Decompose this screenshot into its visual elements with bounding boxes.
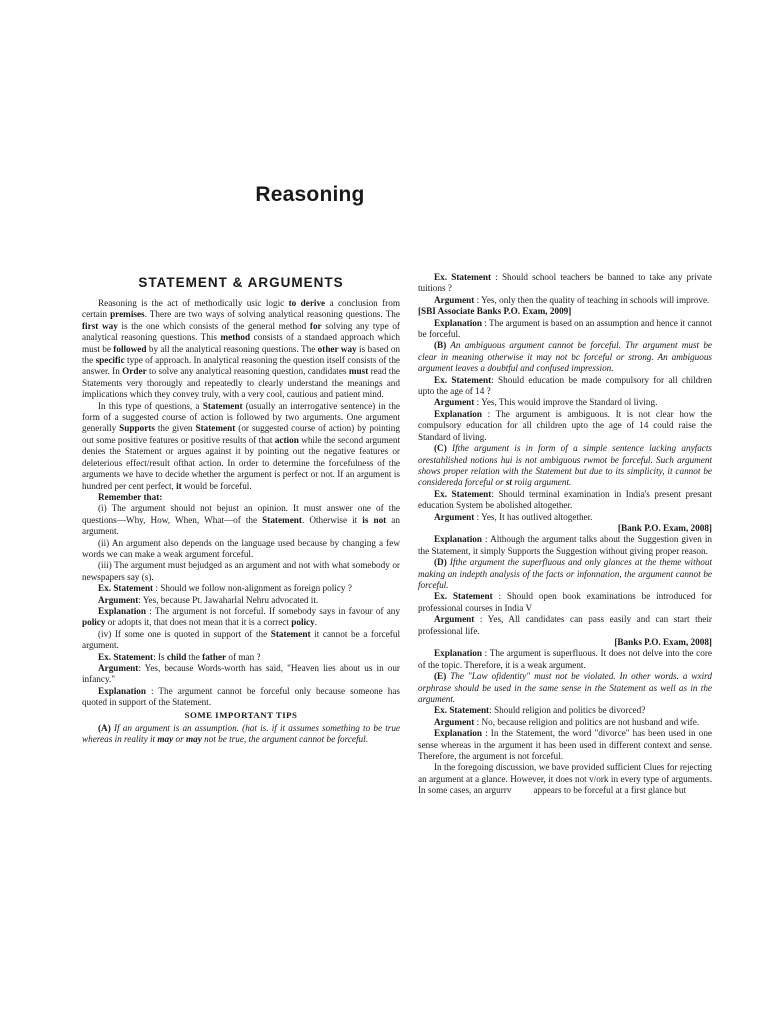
example-statement-4: Ex. Statement: Should education be made compulsory for all children upto the age of 14 ? (418, 374, 713, 397)
tip-b: (B) An ambiguous argument cannot be forceful. Thr argument must be clear in meaning otherwise it may not bc forceful or strong. An ambiguous argument leaves a doubtful and confused impression. (418, 340, 712, 374)
tip-c: (C) Ifthe argument is in form of a simple sentence lacking anyfacts orestahlished notions hui is not ambiguous rwmot be forceful. Such argument shows proper relation with the Statement but due to its simplicity, it cannot be considereda forceful or st roiig argument. (418, 443, 712, 488)
example-argument-1: Argument: Yes, because Pt. Jawaharlal Nehru advocated it. (98, 594, 319, 605)
source-citation-3: [Banks P.O. Exam, 2008] (614, 637, 712, 647)
example-statement-2: Ex. Statement: Is child the father of man ? (98, 651, 261, 662)
example-statement-6: Ex. Statement : Should open book examinations be introduced for professional courses in India V (418, 591, 712, 613)
source-citation-2: [Bank P.O. Exam, 2008] (617, 522, 712, 533)
example-statement-7: Ex. Statement: Should religion and politics be divorced? (434, 705, 646, 716)
example-argument-3: Argument : Yes, only then the quality of teaching in schools will improve. (434, 294, 710, 305)
example-statement-1: Ex. Statement : Should we follow non-alignment as foreign policy ? (98, 583, 352, 594)
closing-paragraph (418, 762, 712, 796)
example-explanation-7: Explanation : In the Statement, the word "divorce" has been used in one sense whereas in the argument it has been used in different context and sense. Therefore, the argument is not forceful. (418, 728, 712, 762)
section-title: STATEMENT & ARGUMENTS (138, 275, 344, 290)
rule-2: (ii) An argument also depends on the language used because by changing a few words we can make a weak argument forceful. (82, 537, 400, 559)
tip-a: (A) If an argument is an assumption. (hat is. if it assumes something to be true whereas in reality it may or may not be true, the argument cannot be forceful. (82, 723, 400, 745)
example-explanation-3: Explanation : The argument is based on an assumption and hence it cannot be forceful. (418, 317, 712, 340)
left-column (82, 272, 400, 746)
closing-text-b: appears to be forceful at a first glance but (533, 785, 687, 796)
example-argument-6: Argument : Yes, All candidates can pass easily and can start their professional life. (418, 614, 712, 636)
example-explanation-1: Explanation : The argument is not forceful. If somebody says in favour of any policy or adopts it, that does not mean that it is a correct policy. (82, 605, 400, 628)
source-citation-1: [SBI Associate Banks P.O. Exam, 2009] (418, 306, 572, 317)
example-argument-7: Argument : No, because religion and politics are not husband and wife. (434, 716, 700, 727)
rule-3: (iii) The argument must bejudged as an argument and not with what somebody or newspapers say (s). (82, 560, 400, 582)
example-argument-4: Argument : Yes, This would improve the Standard ol living. (434, 397, 658, 408)
example-explanation-5: Explanation : Although the argument talks about the Suggestion given in the Statement, it simply Supports the Suggestion without giving proper reason. (418, 534, 712, 556)
example-statement-3: Ex. Statement : Should school teachers be banned to take any private tuitions ? (418, 272, 712, 294)
example-argument-5: Argument : Yes, It has outlived altogether. (434, 511, 593, 522)
intro-paragraph: Reasoning is the act of methodically usic logic to derive a conclusion from certain premises. There are two ways of solving analytical reasoning questions. The first way is the one which consists of the general method for solving any type of analytical reasoning questions. This method consists of a standaed approach which must be followed by all the analytical reasoning questions. The other way is based on the specific type of approach. In analytical reasoning the question itself consists of the answer. In Order to solve any analytical reasoning question, candidates must read the Statements very thorougly and repeatedly to clearly understand the meanings and implications which they convey truly, with a very cool, cautious and patient mind. (82, 298, 401, 400)
remember-heading: Remember that: (98, 491, 163, 502)
tip-d: (D) Ifthe argument the superfluous and only glances at the theme without making an indepth analysis of the facts or infonnation, the argument cannot be forceful. (418, 557, 712, 590)
rule-4: (iv) If some one is quoted in support of the Statement it cannot be a forceful argument. (82, 628, 400, 651)
example-explanation-4: Explanation : The argument is ambiguous. It is not clear how the compulsory education for all children upto the age of 14 could raise the Standard of living. (418, 408, 712, 442)
tips-heading: SOME IMPORTANT TIPS (184, 709, 298, 720)
closing-text-a: In the foregoing discussion, we bave provided sufficient Clues for rejecting an argument at a glance. However, it does not v/ork in every type of arguments. In some cases, an argurrv (418, 762, 712, 796)
example-explanation-2: Explanation : The argument cannot be forceful only because someone has quoted in support of the Statement. (82, 685, 400, 708)
statement-paragraph: In this type of questions, a Statement (usually an interrogative sentence) in the form of a suggested course of action is followed by two arguments. One argument generally Supports the given Statement (or suggested course of action) by pointing out some positive features or positive results of that action while the second argument denies the Statement or argues against it by pointing out the negative features or deleterious effect/result ofthat action. In order to determine the forcefulness of the arguments we have to decide whether the argument is perfect or not. If an argument is hundred per cent perfect, it would be forceful. (82, 400, 400, 491)
rule-1: (i) The argument should not bejust an opinion. It must answer one of the questions—Why, How, When, What—of the Statement. Otherwise it is not an argument. (82, 503, 400, 537)
example-explanation-6: Explanation : The argument is superfluous. It does not delve into the core of the topic. Therefore, it is a weak argument. (418, 648, 712, 670)
right-column (418, 272, 712, 797)
example-argument-2: Argument: Yes, because Words-worth has said, "Heaven lies about us in our infancy." (82, 663, 400, 685)
example-statement-5: Ex. Statement: Should terminal examination in India's present presant education System be abolished altogether. (418, 488, 712, 511)
page-title: Reasoning (255, 183, 365, 206)
tip-e: (E) The "Law ofidentity" must not be violated. In other words. a wxird orphrase should be used in the same sense in the Statement as well as in the argument. (418, 671, 712, 705)
